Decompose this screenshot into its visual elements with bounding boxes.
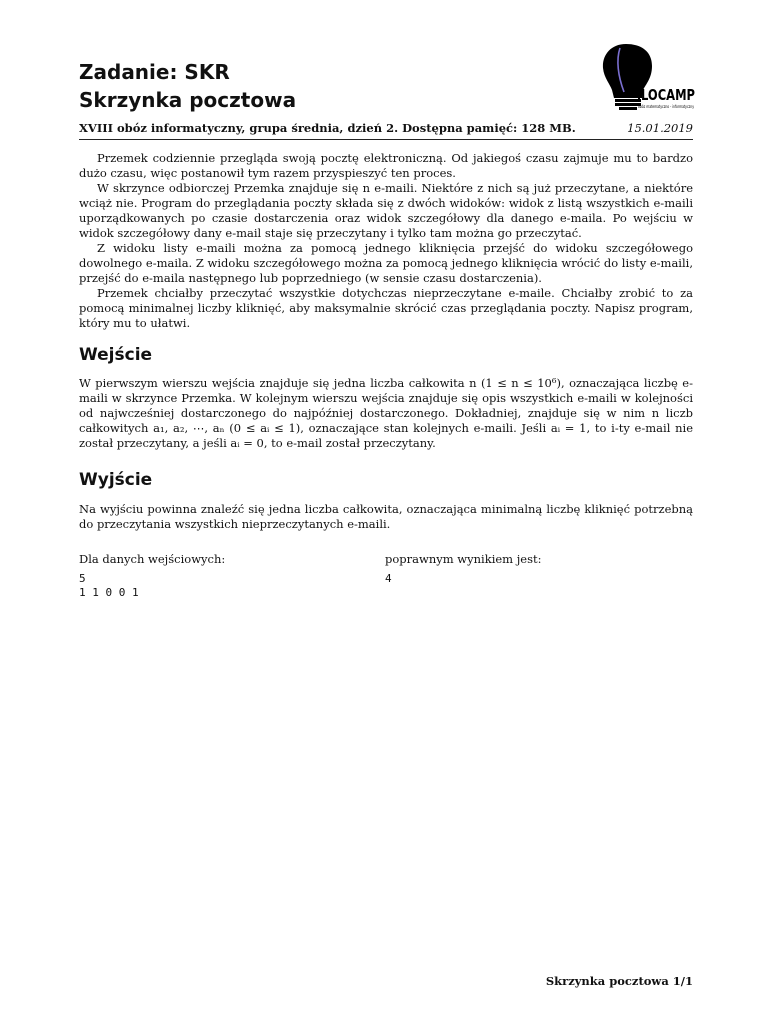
statement-paragraph-2: W skrzynce odbiorczej Przemka znajduje się n e-maili. Niektóre z nich są już przeczytane, a niektóre wciąż nie. Program do przeglądania poczty składa się z dwóch widoków: widok z listą wszystkich e-maili uporządkowanych po czasie dostarczenia oraz widok szczegółowy dla danego e-maila. Po wejściu w widok szczegółowy dany e-mail staje się przeczytany i tylko tam można go przeczytać. xyxy=(79,181,693,240)
example-input-line-2: 1 1 0 0 1 xyxy=(79,586,139,599)
example-output-line-1: 4 xyxy=(385,572,392,585)
contest-info: XVIII obóz informatyczny, grupa średnia, dzień 2. Dostępna pamięć: 128 MB. xyxy=(79,121,576,135)
task-title: Zadanie: SKR xyxy=(79,60,230,84)
page-footer: Skrzynka pocztowa 1/1 xyxy=(545,974,693,988)
task-subtitle: Skrzynka pocztowa xyxy=(79,88,297,112)
input-description xyxy=(79,376,693,451)
task-header xyxy=(79,58,599,114)
example-output-label: poprawnym wynikiem jest: xyxy=(385,552,542,566)
contest-meta xyxy=(79,121,693,139)
example-input-line-1: 5 xyxy=(79,572,86,585)
logo-wordmark: LOCAMP xyxy=(641,86,696,104)
output-text: Na wyjściu powinna znaleźć się jedna liczba całkowita, oznaczająca minimalną liczbę kliknięć potrzebną do przeczytania wszystkich nieprzeczytanych e-maili. xyxy=(79,502,693,531)
output-heading: Wyjście xyxy=(79,470,153,490)
problem-statement xyxy=(79,151,693,331)
input-heading: Wejście xyxy=(79,345,153,365)
output-description xyxy=(79,502,693,532)
statement-paragraph-4: Przemek chciałby przeczytać wszystkie dotychczas nieprzeczytane e-maile. Chciałby zrobić to za pomocą minimalnej liczby kliknięć, aby maksymalnie skrócić czas przeglądania poczty. Napisz program, który mu to ułatwi. xyxy=(79,286,693,330)
statement-paragraph-3: Z widoku listy e-maili można za pomocą jednego kliknięcia przejść do widoku szczegółowego dowolnego e-maila. Z widoku szczegółowego można za pomocą jednego kliknięcia wrócić do listy e-maili, przejść do e-maila następnego lub poprzedniego (w sensie czasu dostarczenia). xyxy=(79,241,693,285)
locamp-logo xyxy=(598,40,698,115)
example-input-label: Dla danych wejściowych: xyxy=(79,552,226,566)
header-divider xyxy=(79,139,693,140)
contest-date: 15.01.2019 xyxy=(627,121,693,135)
statement-paragraph-1: Przemek codziennie przegląda swoją pocztę elektroniczną. Od jakiegoś czasu zajmuje mu to bardzo dużo czasu, więc postanowił tym razem przyspieszyć ten proces. xyxy=(79,151,693,180)
input-text: W pierwszym wierszu wejścia znajduje się jedna liczba całkowita n (1 ≤ n ≤ 10⁶), oznaczająca liczbę e-maili w skrzynce Przemka. W kolejnym wierszu wejścia znajduje się opis wszystkich e-maili w kolejności od najwcześniej dostarczonego do najpóźniej dostarczonego. Dokładniej, znajduje się w nim n liczb całkowitych a₁, a₂, ⋯, aₙ (0 ≤ aᵢ ≤ 1), oznaczające stan kolejnych e-maili. Jeśli aᵢ = 1, to i-ty e-mail nie został przeczytany, a jeśli aᵢ = 0, to e-mail został przeczytany. xyxy=(79,376,693,450)
logo-caption: obóz matematyczno - informatyczny xyxy=(638,104,695,109)
